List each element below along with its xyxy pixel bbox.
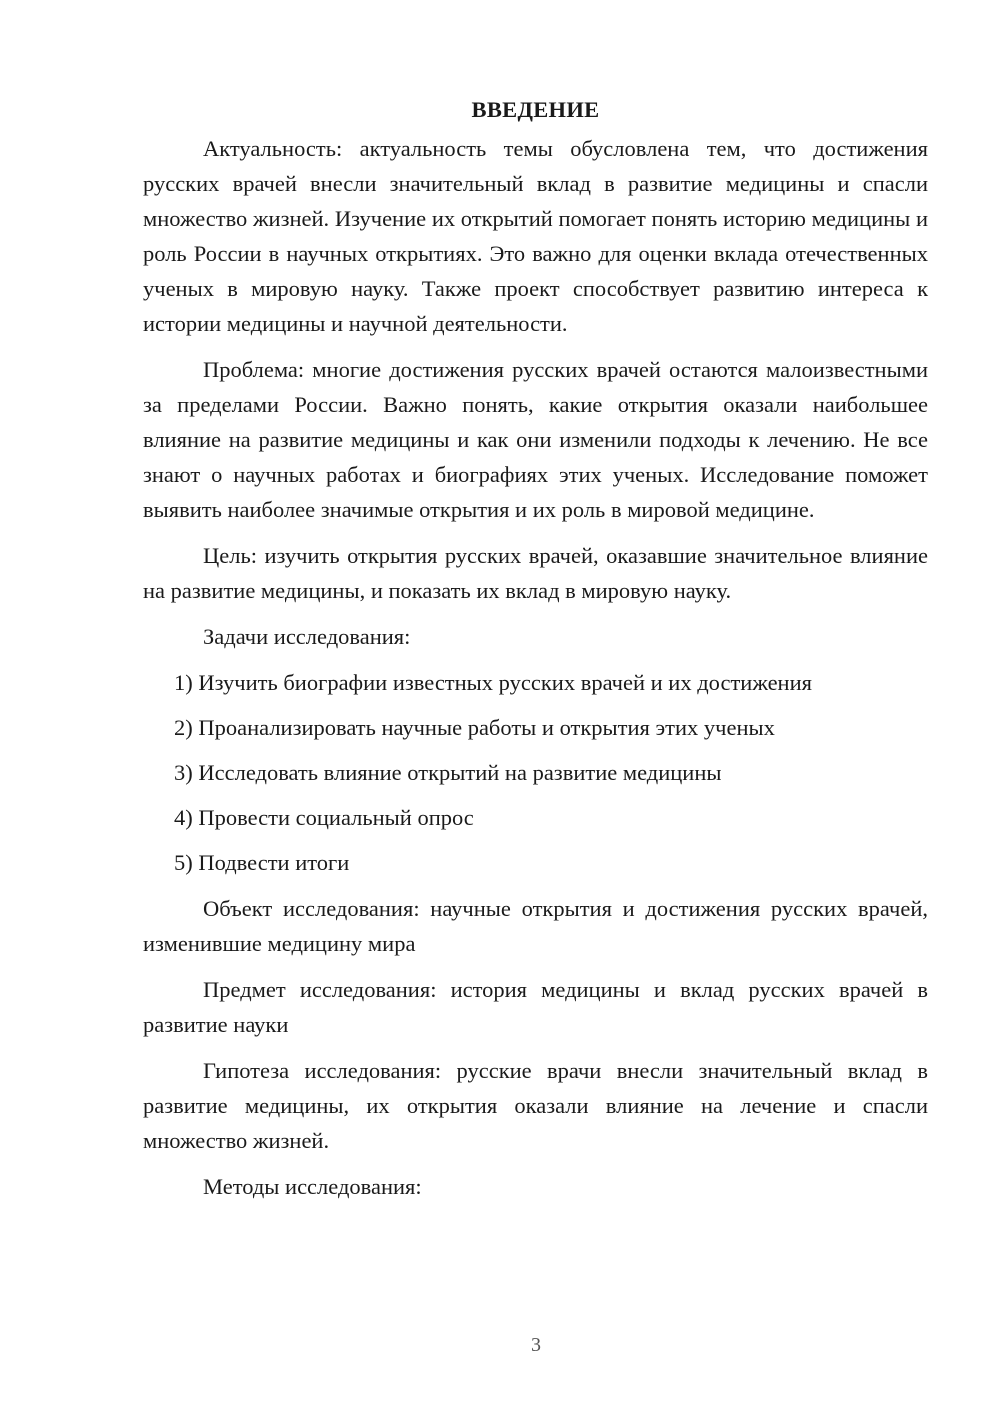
paragraph-goal: Цель: изучить открытия русских врачей, оказавшие значительное влияние на развитие медицины, и показать их вклад в мировую науку. — [143, 543, 928, 603]
tasks-heading: Задачи исследования: — [203, 624, 411, 649]
list-item: 5) Подвести итоги — [174, 850, 350, 875]
list-item: 1) Изучить биографии известных русских врачей и их достижения — [174, 670, 812, 695]
paragraph-subject: Предмет исследования: история медицины и вклад русских врачей в развитие науки — [143, 977, 928, 1037]
list-item: 2) Проанализировать научные работы и открытия этих ученых — [174, 715, 775, 740]
paragraph-relevance: Актуальность: актуальность темы обусловлена тем, что достижения русских врачей внесли значительный вклад в развитие медицины и спасли множество жизней. Изучение их открытий помогает понять историю медицины и роль России в научных открытиях. Это важно для оценки вклада отечественных ученых в мировую науку. Также проект способствует развитию интереса к истории медицины и научной деятельности. — [143, 136, 928, 336]
paragraph-hypothesis: Гипотеза исследования: русские врачи внесли значительный вклад в развитие медицины, их открытия оказали влияние на лечение и спасли множество жизней. — [143, 1058, 928, 1153]
paragraph-methods: Методы исследования: — [203, 1174, 422, 1199]
list-item: 3) Исследовать влияние открытий на развитие медицины — [174, 760, 722, 785]
page-body — [143, 92, 928, 1215]
section-title: ВВЕДЕНИЕ — [471, 97, 600, 122]
paragraph-object: Объект исследования: научные открытия и достижения русских врачей, изменившие медицину мира — [143, 896, 928, 956]
page-number: 3 — [531, 1334, 541, 1356]
list-item: 4) Провести социальный опрос — [174, 805, 474, 830]
paragraph-problem: Проблема: многие достижения русских врачей остаются малоизвестными за пределами России. Важно понять, какие открытия оказали наибольшее влияние на развитие медицины и как они изменили подходы к лечению. Не все знают о научных работах и биографиях этих ученых. Исследование поможет выявить наиболее значимые открытия и их роль в мировой медицине. — [143, 357, 928, 522]
task-list — [143, 665, 928, 880]
